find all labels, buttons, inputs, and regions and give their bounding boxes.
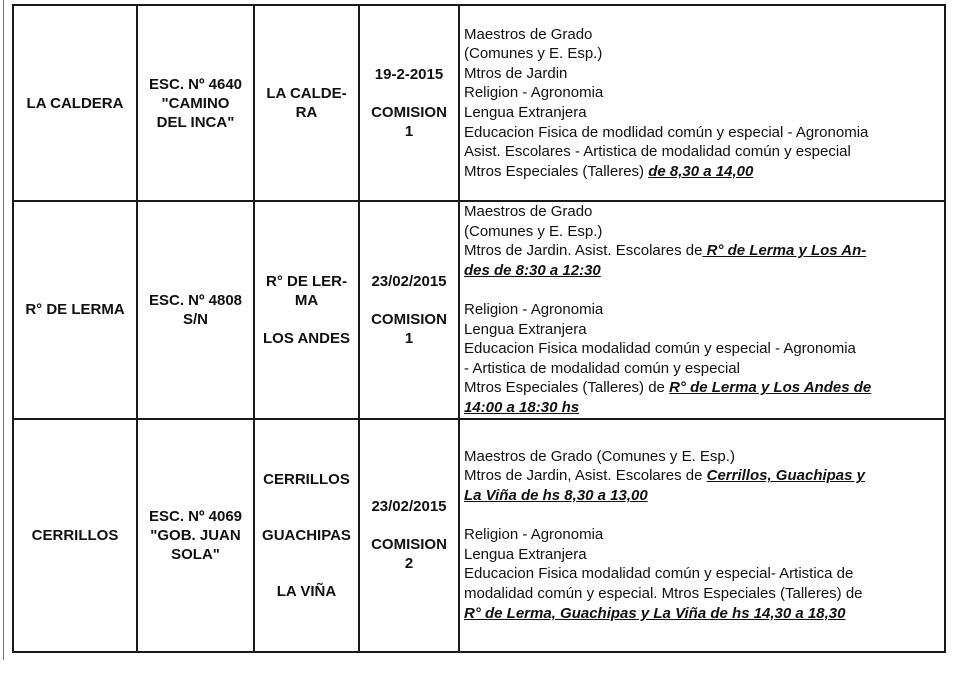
fecha-text: 23/02/2015	[371, 272, 447, 290]
comision-number: 1	[404, 329, 414, 347]
sede-line: LA CALDE-	[266, 85, 347, 102]
detalle-line: Maestros de Grado	[464, 25, 593, 43]
detalle-text: Mtros de Jardin, Asist. Escolares de	[464, 467, 707, 485]
detalle-line	[464, 378, 940, 398]
detalle-line: Lengua Extranjera	[464, 545, 587, 563]
escuela-line: SOLA"	[171, 545, 220, 563]
sede-line: LA VIÑA	[276, 582, 337, 600]
fecha-cell	[359, 201, 459, 419]
detalle-text: Mtros Especiales (Talleres) de	[464, 379, 670, 397]
horario-highlight: 14:00 a 18:30 hs	[464, 398, 580, 416]
detalle-text: Mtros de Jardin. Asist. Escolares de	[464, 242, 703, 260]
comision-number: 1	[404, 123, 414, 140]
sedes-cell	[254, 201, 359, 419]
comision-label: COMISION	[371, 310, 447, 328]
detalle-line: modalidad común y especial. Mtros Especiales (Talleres) de	[464, 585, 863, 603]
detalle-line: - Artistica de modalidad común y especial	[464, 359, 740, 377]
detalle-text: Mtros Especiales (Talleres)	[464, 162, 649, 180]
detalle-line: Educacion Fisica modalidad común y especial- Artistica de	[464, 565, 854, 583]
detalle-line: Lengua Extranjera	[464, 320, 587, 338]
horario-highlight: de 8,30 a 14,00	[648, 162, 754, 180]
escuela-cell	[137, 419, 254, 652]
escuela-line: "GOB. JUAN	[150, 526, 241, 544]
escuela-line: "CAMINO	[161, 94, 230, 112]
detalle-cell	[459, 419, 945, 652]
localidad-text: R° DE LERMA	[25, 301, 125, 319]
detalle-line: Maestros de Grado (Comunes y E. Esp.)	[464, 447, 735, 465]
detalle-cell	[459, 201, 945, 419]
fecha-cell	[359, 5, 459, 201]
detalle-line: Asist. Escolares - Artistica de modalidad común y especial	[464, 143, 851, 161]
localidad-cell	[13, 5, 137, 201]
schedule-table	[12, 4, 946, 653]
sede-line: MA	[294, 291, 319, 309]
localidad-cell	[13, 201, 137, 419]
detalle-line: (Comunes y E. Esp.)	[464, 222, 603, 240]
sede-line: R° DE LER-	[266, 272, 347, 290]
fecha-text: 19-2-2015	[374, 66, 444, 83]
detalle-cell	[459, 5, 945, 201]
detalle-line	[464, 241, 940, 261]
horario-highlight: R° de Lerma y Los Andes de	[669, 379, 872, 397]
localidad-text: LA CALDERA	[26, 94, 124, 112]
comision-number: 2	[404, 555, 414, 573]
sedes-cell	[254, 419, 359, 652]
detalle-line: Educacion Fisica de modlidad común y especial - Agronomia	[464, 123, 869, 141]
localidad-cell	[13, 419, 137, 652]
detalle-line: Religion - Agronomia	[464, 84, 604, 102]
escuela-cell	[137, 5, 254, 201]
detalle-line: Mtros de Jardin	[464, 64, 568, 82]
fecha-text: 23/02/2015	[371, 498, 447, 516]
table-row	[13, 201, 945, 419]
escuela-line: ESC. Nº 4069	[148, 507, 243, 525]
sede-line: GUACHIPAS	[262, 526, 351, 544]
horario-highlight: R° de Lerma, Guachipas y La Viña de hs 14,30 a 18,30	[464, 604, 846, 622]
detalle-line: Religion - Agronomia	[464, 526, 604, 544]
horario-highlight: Cerrillos, Guachipas y	[706, 467, 866, 485]
sede-line: LOS ANDES	[263, 329, 350, 347]
sede-line: RA	[295, 104, 318, 121]
detalle-line: Maestros de Grado	[464, 203, 593, 220]
escuela-cell	[137, 201, 254, 419]
detalle-line	[464, 466, 940, 486]
comision-label: COMISION	[371, 104, 447, 121]
horario-highlight: La Viña de hs 8,30 a 13,00	[464, 487, 648, 505]
detalle-line: Religion - Agronomia	[464, 300, 604, 318]
detalle-line	[464, 162, 940, 182]
detalle-line: Lengua Extranjera	[464, 104, 587, 121]
comision-label: COMISION	[371, 536, 447, 554]
detalle-line: (Comunes y E. Esp.)	[464, 45, 603, 63]
table-row	[13, 419, 945, 652]
horario-highlight: R° de Lerma y Los An-	[702, 242, 867, 260]
horario-highlight: des de 8:30 a 12:30	[464, 261, 601, 279]
left-frame-edge	[3, 0, 4, 660]
escuela-line: S/N	[182, 310, 208, 328]
escuela-line: ESC. Nº 4640	[148, 75, 243, 93]
sede-line: CERRILLOS	[263, 470, 350, 488]
escuela-line: DEL INCA"	[156, 113, 235, 131]
table-row	[13, 5, 945, 201]
detalle-line: Educacion Fisica modalidad común y especial - Agronomia	[464, 340, 856, 358]
localidad-text: CERRILLOS	[31, 526, 119, 544]
fecha-cell	[359, 419, 459, 652]
escuela-line: ESC. Nº 4808	[148, 291, 243, 309]
sedes-cell	[254, 5, 359, 201]
